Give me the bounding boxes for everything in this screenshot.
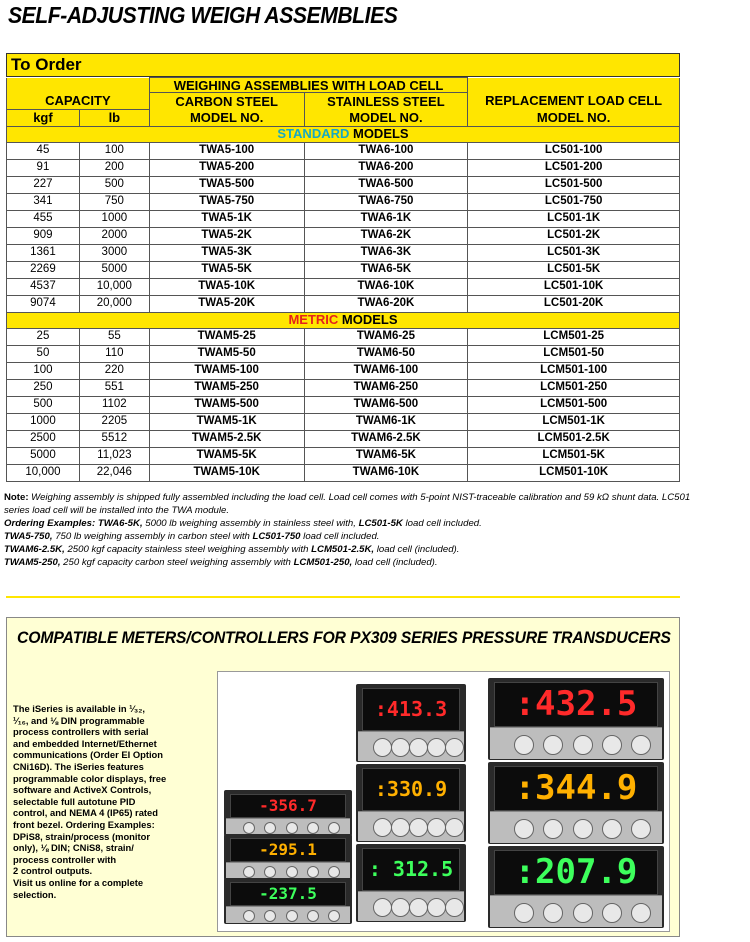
meter-button — [543, 819, 563, 839]
compat-text-line: DPiS8, strain/process (monitor — [13, 830, 151, 842]
cell-stainless-model: TWAM6-1K — [304, 413, 468, 430]
metric-row — [7, 447, 680, 464]
meter-keypad — [490, 895, 662, 927]
cell-carbon-model: TWA5-500 — [149, 176, 304, 193]
metric-row — [7, 328, 680, 345]
compat-text-line: process controller with — [13, 853, 117, 865]
meter-button — [373, 898, 392, 917]
cell-lb: 220 — [79, 362, 149, 379]
meter-button — [543, 735, 563, 755]
notes — [4, 491, 694, 569]
header-capacity: CAPACITY — [7, 93, 150, 110]
meter-button — [445, 818, 464, 837]
compat-text-line: only), ⅛ DIN; CNiS8, strain/ — [13, 842, 134, 854]
cell-replacement-model: LC501-500 — [468, 176, 680, 193]
cell-kgf: 91 — [7, 159, 80, 176]
meter-unit — [488, 846, 664, 928]
meter-unit — [356, 684, 466, 762]
meter-button — [514, 903, 534, 923]
meter-button — [373, 818, 392, 837]
meter-button — [427, 898, 446, 917]
meter-button — [409, 818, 428, 837]
metric-word: METRIC — [288, 312, 339, 327]
meter-display: :413.3 — [362, 688, 460, 731]
cell-kgf: 500 — [7, 396, 80, 413]
compat-text-line: front bezel. Ordering Examples: — [13, 818, 155, 830]
cell-carbon-model: TWA5-2K — [149, 227, 304, 244]
cell-replacement-model: LC501-200 — [468, 159, 680, 176]
cell-replacement-model: LC501-3K — [468, 244, 680, 261]
meter-unit — [488, 678, 664, 760]
cell-replacement-model: LC501-5K — [468, 261, 680, 278]
cell-kgf: 1361 — [7, 244, 80, 261]
example-3-text: 2500 kgf capacity stainless steel weighing assembly with — [64, 544, 312, 555]
cell-kgf: 909 — [7, 227, 80, 244]
cell-stainless-model: TWA6-750 — [304, 193, 468, 210]
cell-kgf: 455 — [7, 210, 80, 227]
meter-keypad — [358, 811, 464, 841]
header-carbon-steel: CARBON STEEL — [149, 93, 304, 110]
standard-section-label — [7, 126, 680, 142]
meter-button — [391, 738, 410, 757]
cell-carbon-model: TWAM5-250 — [149, 379, 304, 396]
standard-row — [7, 227, 680, 244]
cell-replacement-model: LC501-20K — [468, 295, 680, 312]
cell-lb: 200 — [79, 159, 149, 176]
compat-text-line: CNi16D). The iSeries features — [13, 760, 144, 772]
cell-replacement-model: LC501-10K — [468, 278, 680, 295]
meter-button — [286, 910, 298, 922]
cell-carbon-model: TWA5-1K — [149, 210, 304, 227]
standard-word: STANDARD — [277, 126, 350, 141]
cell-replacement-model: LCM501-1K — [468, 413, 680, 430]
meter-button — [409, 738, 428, 757]
cell-lb: 5512 — [79, 430, 149, 447]
cell-lb: 2205 — [79, 413, 149, 430]
cell-stainless-model: TWA6-2K — [304, 227, 468, 244]
metric-row — [7, 430, 680, 447]
meter-display: :330.9 — [362, 768, 460, 811]
meter-button — [409, 898, 428, 917]
meter-button — [631, 819, 651, 839]
cell-lb: 3000 — [79, 244, 149, 261]
meter-button — [445, 738, 464, 757]
meter-display: :207.9 — [494, 850, 658, 895]
example-4-end: load cell (included). — [352, 557, 438, 568]
compat-text-line: Visit us online for a complete — [13, 876, 144, 888]
meter-keypad — [358, 731, 464, 761]
cell-kgf: 50 — [7, 345, 80, 362]
cell-kgf: 45 — [7, 142, 80, 159]
section-divider — [6, 596, 680, 598]
order-heading: To Order — [6, 53, 680, 77]
order-section — [6, 53, 680, 482]
meter-button — [427, 818, 446, 837]
meter-button — [264, 822, 276, 834]
meter-button — [307, 822, 319, 834]
meter-button — [445, 898, 464, 917]
cell-carbon-model: TWAM5-2.5K — [149, 430, 304, 447]
meter-button — [631, 903, 651, 923]
cell-lb: 11,023 — [79, 447, 149, 464]
cell-carbon-model: TWA5-3K — [149, 244, 304, 261]
example-1-end: load cell included. — [402, 518, 482, 529]
example-2 — [4, 530, 694, 543]
metric-row — [7, 413, 680, 430]
meter-unit — [224, 790, 352, 836]
cell-kgf: 2269 — [7, 261, 80, 278]
note-text: Weighing assembly is shipped fully assembled including the load cell. Load cell comes with 5-point NIST-traceable calibration and 59 kΩ shunt data. LC501 series load cell will be installed into the TWA module. — [4, 492, 691, 516]
cell-carbon-model: TWAM5-10K — [149, 464, 304, 481]
compat-text-line: 2 control outputs. — [13, 865, 93, 877]
example-4-label: TWAM5-250, — [4, 557, 61, 568]
meter-display: :344.9 — [494, 766, 658, 811]
metric-row — [7, 379, 680, 396]
metric-models-word: MODELS — [338, 312, 398, 327]
cell-carbon-model: TWAM5-50 — [149, 345, 304, 362]
meter-button — [391, 898, 410, 917]
meter-unit — [224, 878, 352, 924]
cell-stainless-model: TWA6-200 — [304, 159, 468, 176]
meter-keypad — [490, 727, 662, 759]
meter-display: -356.7 — [230, 794, 346, 818]
cell-lb: 55 — [79, 328, 149, 345]
meter-button — [602, 735, 622, 755]
cell-replacement-model: LCM501-10K — [468, 464, 680, 481]
page-title: SELF-ADJUSTING WEIGH ASSEMBLIES — [8, 2, 398, 28]
header-lb: lb — [79, 109, 149, 126]
note-label: Note: — [4, 492, 29, 503]
cell-stainless-model: TWA6-500 — [304, 176, 468, 193]
compat-title: COMPATIBLE METERS/CONTROLLERS FOR PX309 SERIES PRESSURE TRANSDUCERS — [17, 628, 671, 647]
meter-button — [602, 819, 622, 839]
cell-kgf: 25 — [7, 328, 80, 345]
cell-kgf: 1000 — [7, 413, 80, 430]
example-3-end: load cell (included). — [374, 544, 460, 555]
meter-unit — [224, 834, 352, 880]
meter-button — [543, 903, 563, 923]
meter-button — [328, 822, 340, 834]
example-3-label: TWAM6-2.5K, — [4, 544, 65, 555]
standard-row — [7, 295, 680, 312]
header-model-replacement: MODEL NO. — [468, 109, 680, 126]
cell-lb: 22,046 — [79, 464, 149, 481]
standard-row — [7, 261, 680, 278]
cell-carbon-model: TWAM5-5K — [149, 447, 304, 464]
cell-replacement-model: LCM501-100 — [468, 362, 680, 379]
meter-display: :432.5 — [494, 682, 658, 727]
meter-keypad — [226, 906, 350, 923]
cell-lb: 1102 — [79, 396, 149, 413]
meter-button — [573, 735, 593, 755]
cell-carbon-model: TWA5-20K — [149, 295, 304, 312]
cell-carbon-model: TWAM5-25 — [149, 328, 304, 345]
meter-unit — [488, 762, 664, 844]
compat-text-line: selectable full autotune PID — [13, 795, 136, 807]
example-4-model: LCM501-250, — [293, 557, 353, 568]
example-1-label: Ordering Examples: TWA6-5K, — [4, 518, 143, 529]
cell-carbon-model: TWAM5-1K — [149, 413, 304, 430]
cell-stainless-model: TWA6-1K — [304, 210, 468, 227]
cell-carbon-model: TWA5-750 — [149, 193, 304, 210]
meter-keypad — [490, 811, 662, 843]
meter-display: -295.1 — [230, 838, 346, 862]
cell-carbon-model: TWA5-200 — [149, 159, 304, 176]
cell-carbon-model: TWA5-10K — [149, 278, 304, 295]
meter-keypad — [226, 862, 350, 879]
meter-button — [286, 822, 298, 834]
compat-text-line: software and ActiveX Controls, — [13, 784, 152, 796]
meter-button — [631, 735, 651, 755]
metric-section-label — [7, 312, 680, 328]
cell-replacement-model: LC501-2K — [468, 227, 680, 244]
order-table — [6, 77, 680, 482]
cell-stainless-model: TWAM6-10K — [304, 464, 468, 481]
meter-button — [514, 819, 534, 839]
cell-kgf: 227 — [7, 176, 80, 193]
cell-stainless-model: TWA6-100 — [304, 142, 468, 159]
meter-button — [573, 819, 593, 839]
cell-stainless-model: TWAM6-5K — [304, 447, 468, 464]
meter-display: -237.5 — [230, 882, 346, 906]
cell-carbon-model: TWAM5-100 — [149, 362, 304, 379]
example-2-model: LC501-750 — [252, 531, 301, 542]
cell-stainless-model: TWAM6-2.5K — [304, 430, 468, 447]
cell-lb: 1000 — [79, 210, 149, 227]
cell-lb: 551 — [79, 379, 149, 396]
meter-button — [391, 818, 410, 837]
cell-stainless-model: TWAM6-100 — [304, 362, 468, 379]
compat-text-line: programmable color displays, free — [13, 772, 167, 784]
compat-text-line: and embedded Internet/Ethernet — [13, 737, 157, 749]
example-4 — [4, 556, 694, 569]
header-weighing-assemblies: WEIGHING ASSEMBLIES WITH LOAD CELL — [149, 78, 467, 93]
metric-row — [7, 396, 680, 413]
meter-button — [243, 822, 255, 834]
header-replacement: REPLACEMENT LOAD CELL — [468, 93, 680, 110]
standard-row — [7, 142, 680, 159]
meter-button — [243, 910, 255, 922]
cell-stainless-model: TWAM6-500 — [304, 396, 468, 413]
cell-lb: 110 — [79, 345, 149, 362]
cell-replacement-model: LC501-1K — [468, 210, 680, 227]
cell-carbon-model: TWAM5-500 — [149, 396, 304, 413]
example-2-label: TWA5-750, — [4, 531, 53, 542]
cell-lb: 20,000 — [79, 295, 149, 312]
cell-replacement-model: LC501-750 — [468, 193, 680, 210]
meter-button — [307, 910, 319, 922]
cell-kgf: 10,000 — [7, 464, 80, 481]
cell-stainless-model: TWA6-5K — [304, 261, 468, 278]
standard-models-word: MODELS — [349, 126, 409, 141]
cell-stainless-model: TWAM6-50 — [304, 345, 468, 362]
cell-kgf: 9074 — [7, 295, 80, 312]
standard-row — [7, 193, 680, 210]
cell-kgf: 100 — [7, 362, 80, 379]
example-3-model: LCM501-2.5K, — [311, 544, 375, 555]
example-3 — [4, 543, 694, 556]
meters-photo — [217, 671, 670, 932]
standard-row — [7, 244, 680, 261]
compatible-meters-panel — [6, 617, 680, 937]
cell-lb: 10,000 — [79, 278, 149, 295]
example-4-text: 250 kgf capacity carbon steel weighing assembly with — [60, 557, 294, 568]
cell-kgf: 2500 — [7, 430, 80, 447]
meter-button — [264, 910, 276, 922]
meter-keypad — [226, 818, 350, 835]
cell-carbon-model: TWA5-100 — [149, 142, 304, 159]
compat-text-line: ¹⁄₁₆, and ⅛ DIN programmable — [13, 714, 145, 726]
cell-stainless-model: TWAM6-250 — [304, 379, 468, 396]
meter-button — [427, 738, 446, 757]
cell-lb: 100 — [79, 142, 149, 159]
compat-text-line: control, and NEMA 4 (IP65) rated — [13, 807, 158, 819]
cell-replacement-model: LC501-100 — [468, 142, 680, 159]
compat-text-line: communications (Order EI Option — [13, 749, 164, 761]
standard-row — [7, 278, 680, 295]
cell-lb: 500 — [79, 176, 149, 193]
compat-description — [13, 703, 181, 900]
example-2-text: 750 lb weighing assembly in carbon steel with — [52, 531, 253, 542]
meter-button — [286, 866, 298, 878]
header-model-carbon: MODEL NO. — [149, 109, 304, 126]
note-line — [4, 491, 694, 517]
standard-row — [7, 159, 680, 176]
metric-row — [7, 464, 680, 481]
example-2-end: load cell included. — [300, 531, 380, 542]
standard-row — [7, 210, 680, 227]
header-model-stainless: MODEL NO. — [304, 109, 468, 126]
example-1-text: 5000 lb weighing assembly in stainless steel with, — [142, 518, 359, 529]
cell-replacement-model: LCM501-50 — [468, 345, 680, 362]
cell-stainless-model: TWA6-10K — [304, 278, 468, 295]
cell-replacement-model: LCM501-250 — [468, 379, 680, 396]
cell-kgf: 5000 — [7, 447, 80, 464]
standard-row — [7, 176, 680, 193]
cell-kgf: 250 — [7, 379, 80, 396]
cell-replacement-model: LCM501-500 — [468, 396, 680, 413]
meter-button — [328, 910, 340, 922]
cell-lb: 750 — [79, 193, 149, 210]
meter-keypad — [358, 891, 464, 921]
cell-kgf: 341 — [7, 193, 80, 210]
metric-row — [7, 362, 680, 379]
meter-button — [602, 903, 622, 923]
meter-button — [307, 866, 319, 878]
compat-text-line: selection. — [13, 888, 57, 900]
example-1-model: LC501-5K — [358, 518, 403, 529]
meter-button — [264, 866, 276, 878]
cell-stainless-model: TWAM6-25 — [304, 328, 468, 345]
cell-replacement-model: LCM501-25 — [468, 328, 680, 345]
meter-button — [328, 866, 340, 878]
meter-unit — [356, 764, 466, 842]
compat-text-line: The iSeries is available in ¹⁄₃₂, — [13, 703, 145, 714]
meter-button — [514, 735, 534, 755]
cell-kgf: 4537 — [7, 278, 80, 295]
meter-display: : 312.5 — [362, 848, 460, 891]
example-1 — [4, 517, 694, 530]
cell-lb: 2000 — [79, 227, 149, 244]
cell-replacement-model: LCM501-2.5K — [468, 430, 680, 447]
meter-button — [573, 903, 593, 923]
header-stainless-steel: STAINLESS STEEL — [304, 93, 468, 110]
cell-replacement-model: LCM501-5K — [468, 447, 680, 464]
metric-row — [7, 345, 680, 362]
cell-stainless-model: TWA6-3K — [304, 244, 468, 261]
cell-lb: 5000 — [79, 261, 149, 278]
meter-unit — [356, 844, 466, 922]
meter-button — [373, 738, 392, 757]
cell-stainless-model: TWA6-20K — [304, 295, 468, 312]
meter-button — [243, 866, 255, 878]
header-kgf: kgf — [7, 109, 80, 126]
cell-carbon-model: TWA5-5K — [149, 261, 304, 278]
compat-text-line: process controllers with serial — [13, 726, 149, 738]
